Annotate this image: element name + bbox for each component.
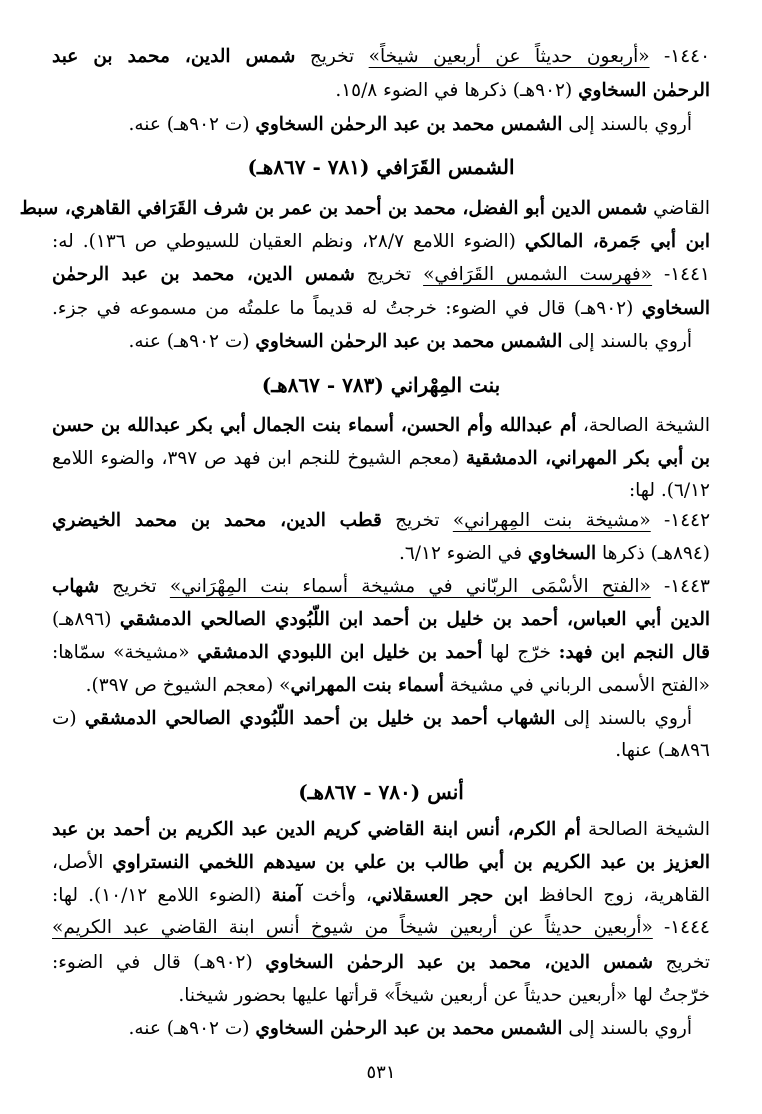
entry-1443-line-1: ١٤٤٣- «الفتح الأسْمَى الربّاني في مشيخة أسماء بنت المِهْرَاني» تخريج شهاب — [52, 576, 710, 597]
entry-1444-chain: أروي بالسند إلى الشمس محمد بن عبد الرحمٰن السخاوي (ت ٩٠٢هـ) عنه. — [128, 1018, 692, 1039]
entry-1442-line-2: (٨٩٤هـ) ذكرها السخاوي في الضوء ٦/١٢. — [398, 543, 710, 564]
section-heading-qarafi: الشمس القَرَافي (٧٨١ - ٨٦٧هـ) — [247, 155, 515, 179]
anas-bio-line-3: القاهرية، زوج الحافظ ابن حجر العسقلاني، وأخت آمنة (الضوء اللامع ١٠/١٢). لها: — [52, 885, 711, 906]
entry-1444-line-2: تخريج شمس الدين، محمد بن عبد الرحمٰن السخاوي (٩٠٢هـ) قال في الضوء: — [52, 952, 710, 973]
mahrani-bio-line-3: ٦/١٢). لها: — [628, 480, 710, 501]
entry-1440-line-1: ١٤٤٠- «أربعون حديثاً عن أربعين شيخاً» تخريج شمس الدين، محمد بن عبد — [52, 46, 711, 67]
anas-bio-line-2: العزيز بن عبد الكريم بن أبي طالب بن علي بن سيدهم اللخمي النستراوي الأصل، — [52, 852, 710, 873]
entry-1441-chain: أروي بالسند إلى الشمس محمد بن عبد الرحمٰن السخاوي (ت ٩٠٢هـ) عنه. — [128, 331, 692, 352]
section-heading-anas: أنس (٧٨٠ - ٨٦٧هـ) — [298, 780, 464, 804]
page-number: ٥٣١ — [366, 1062, 396, 1083]
entry-1440-line-2: الرحمٰن السخاوي (٩٠٢هـ) ذكرها في الضوء ١٥/٨. — [335, 80, 710, 101]
mahrani-bio-line-1: الشيخة الصالحة، أم عبدالله وأم الحسن، أسماء بنت الجمال أبي بكر عبدالله بن حسن — [52, 415, 710, 436]
qarafi-bio-line-1: القاضي شمس الدين أبو الفضل، محمد بن أحمد بن عمر بن شرف القَرَافي القاهري، سبط — [19, 198, 710, 219]
entry-1443-line-4: «الفتح الأسمى الرباني في مشيخة أسماء بنت المهراني» (معجم الشيوخ ص ٣٩٧). — [85, 675, 710, 696]
entry-1441-line-1: ١٤٤١- «فهرست الشمس القَرَافي» تخريج شمس الدين، محمد بن عبد الرحمٰن — [52, 264, 710, 285]
mahrani-bio-line-2: بن أبي بكر المهراني، الدمشقية (معجم الشيوخ للنجم ابن فهد ص ٣٩٧، والضوء اللامع — [52, 448, 711, 469]
section-heading-mahrani: بنت المِهْراني (٧٨٣ - ٨٦٧هـ) — [261, 373, 501, 397]
entry-1442-line-1: ١٤٤٢- «مشيخة بنت المِهراني» تخريج قطب الدين، محمد بن محمد الخيضري — [52, 510, 711, 531]
entry-1441-line-2: السخاوي (٩٠٢هـ) قال في الضوء: خرجتُ له قديماً ما علمتُه من مسموعه في جزء. — [52, 298, 710, 319]
entry-1444-line-3: خرّجتُ لها «أربعين حديثاً عن أربعين شيخاً» قرأتها عليها بحضور شيخنا. — [178, 985, 710, 1006]
entry-1443-line-3: قال النجم ابن فهد: خرّج لها أحمد بن خليل ابن اللبودي الدمشقي «مشيخة» سمّاها: — [52, 642, 711, 663]
title-link: «أربعون حديثاً عن أربعين شيخاً» — [368, 46, 650, 67]
entry-1440-chain: أروي بالسند إلى الشمس محمد بن عبد الرحمٰن السخاوي (ت ٩٠٢هـ) عنه. — [128, 114, 692, 135]
entry-1443-chain: أروي بالسند إلى الشهاب أحمد بن خليل بن أحمد اللّبُودي الصالحي الدمشقي (ت — [52, 708, 693, 729]
qarafi-bio-line-2: ابن أبي جَمرة، المالكي (الضوء اللامع ٢٨/٧، ونظم العقيان للسيوطي ص ١٣٦). له: — [52, 231, 710, 252]
entry-1443-chain-end: ٨٩٦هـ) عنها. — [615, 740, 710, 761]
anas-bio-line-1: الشيخة الصالحة أم الكرم، أنس ابنة القاضي كريم الدين عبد الكريم بن أحمد بن عبد — [52, 819, 710, 840]
entry-1444-line-1: ١٤٤٤- «أربعين حديثاً عن أربعين شيخاً من شيوخ أنس ابنة القاضي عبد الكريم» — [52, 917, 710, 938]
entry-1443-line-2: الدين أبي العباس، أحمد بن خليل بن أحمد ابن اللّبُودي الصالحي الدمشقي (٨٩٦هـ) — [52, 609, 710, 630]
